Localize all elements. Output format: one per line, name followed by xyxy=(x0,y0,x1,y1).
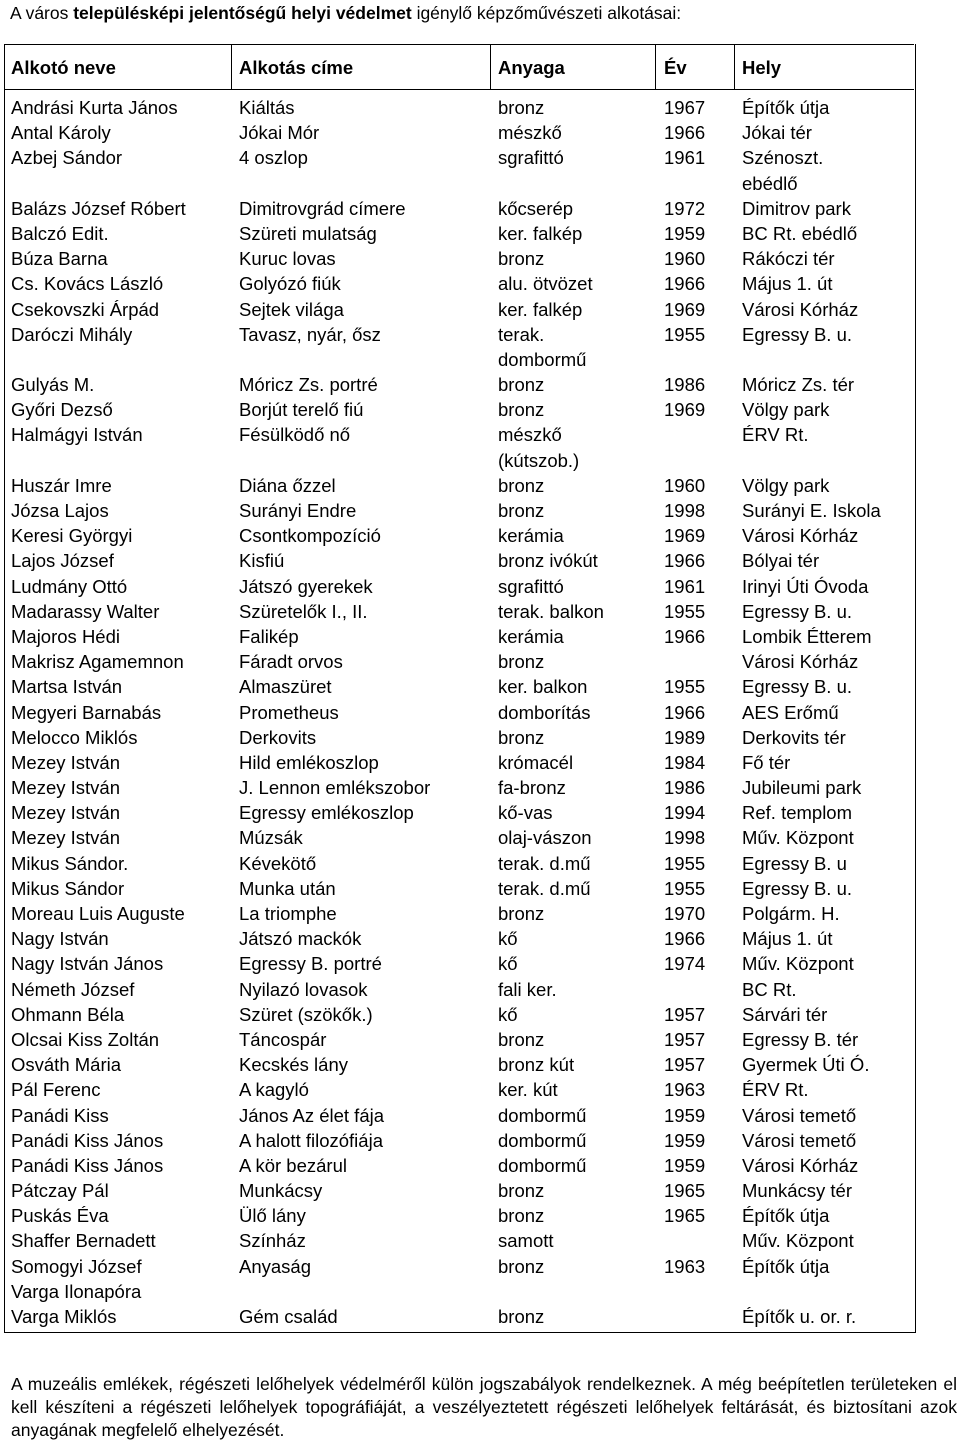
title-cell: Prometheus xyxy=(239,701,339,723)
artist-cell: Moreau Luis Auguste xyxy=(11,903,185,925)
material-cell: bronz xyxy=(498,1306,545,1328)
material-cell: fali ker. xyxy=(498,978,557,1000)
material-cell: sgrafittó xyxy=(498,575,564,597)
material-cell: terak. d.mű xyxy=(498,852,591,874)
location-cell: Dimitrov park xyxy=(742,197,851,219)
material-cell: olaj-vászon xyxy=(498,827,592,849)
location-cell: Városi Kórház xyxy=(742,525,859,547)
material-cell: bronz xyxy=(498,651,545,673)
year-cell: 1955 xyxy=(664,676,706,698)
table-row xyxy=(0,1128,960,1153)
table-row xyxy=(0,397,960,422)
title-cell: Játszó mackók xyxy=(239,928,362,950)
artist-cell: Balázs József Róbert xyxy=(11,197,186,219)
location-cell: ÉRV Rt. xyxy=(742,424,809,446)
material-cell: bronz ivókút xyxy=(498,550,598,572)
title-cell: Kisfiú xyxy=(239,550,285,572)
title-cell: Munkácsy xyxy=(239,1180,323,1202)
title-cell: Kuruc lovas xyxy=(239,248,336,270)
table-row xyxy=(0,1103,960,1128)
location-cell: Rákóczi tér xyxy=(742,248,835,270)
title-cell: Nyilazó lovasok xyxy=(239,978,368,1000)
table-row xyxy=(0,725,960,750)
table-row xyxy=(0,422,960,472)
year-cell: 1957 xyxy=(664,1003,706,1025)
artist-cell: Osváth Mária xyxy=(11,1054,122,1076)
year-cell: 1960 xyxy=(664,248,706,270)
title-cell: Almaszüret xyxy=(239,676,332,698)
artist-cell: Lajos József xyxy=(11,550,114,572)
table-row xyxy=(0,574,960,599)
material-cell: kő xyxy=(498,1003,518,1025)
title-cell: Derkovits xyxy=(239,726,317,748)
material-cell: dombormű xyxy=(498,348,587,370)
table-row xyxy=(0,246,960,271)
material-cell: bronz xyxy=(498,1028,545,1050)
title-cell: Golyózó fiúk xyxy=(239,273,341,295)
location-cell: Műv. Központ xyxy=(742,1230,854,1252)
artist-cell: Daróczi Mihály xyxy=(11,323,133,345)
table-row xyxy=(0,649,960,674)
material-cell: dombormű xyxy=(498,1129,587,1151)
location-cell: Lombik Étterem xyxy=(742,625,872,647)
material-cell: bronz xyxy=(498,726,545,748)
material-cell: kerámia xyxy=(498,525,564,547)
material-cell: bronz xyxy=(498,903,545,925)
year-cell: 1957 xyxy=(664,1028,706,1050)
material-cell: kő xyxy=(498,953,518,975)
artist-cell: Mezey István xyxy=(11,802,120,824)
location-cell: BC Rt. xyxy=(742,978,797,1000)
material-cell: sgrafittó xyxy=(498,147,564,169)
table-row xyxy=(0,498,960,523)
artist-cell: Mikus Sándor. xyxy=(11,852,129,874)
table-row xyxy=(0,825,960,850)
artist-cell: Ludmány Ottó xyxy=(11,575,128,597)
location-cell: Munkácsy tér xyxy=(742,1180,853,1202)
table-row xyxy=(0,1304,960,1329)
location-cell: Bólyai tér xyxy=(742,550,820,572)
title-cell: Fésülködő nő xyxy=(239,424,351,446)
table-row xyxy=(0,271,960,296)
title-cell: Kiáltás xyxy=(239,97,295,118)
title-cell: Kecskés lány xyxy=(239,1054,348,1076)
title-cell: Egressy B. portré xyxy=(239,953,382,975)
material-cell: bronz xyxy=(498,1205,545,1227)
year-cell: 1986 xyxy=(664,374,706,396)
location-cell: Május 1. út xyxy=(742,928,833,950)
table-row xyxy=(0,1203,960,1228)
material-cell: terak. d.mű xyxy=(498,877,591,899)
location-cell: Móricz Zs. tér xyxy=(742,374,855,396)
table-row xyxy=(0,322,960,372)
material-cell: ker. falkép xyxy=(498,222,583,244)
year-cell: 1969 xyxy=(664,298,706,320)
year-cell: 1955 xyxy=(664,852,706,874)
location-cell: Városi temető xyxy=(742,1129,857,1151)
title-cell: Surányi Endre xyxy=(239,500,357,522)
location-cell: AES Erőmű xyxy=(742,701,839,723)
year-cell: 1969 xyxy=(664,525,706,547)
artist-cell: Nagy István János xyxy=(11,953,164,975)
year-cell: 1966 xyxy=(664,273,706,295)
material-cell: kő-vas xyxy=(498,802,553,824)
artist-cell: Balczó Edit. xyxy=(11,222,109,244)
location-cell: Városi Kórház xyxy=(742,1154,859,1176)
location-cell: Szénoszt. xyxy=(742,147,824,169)
title-cell: Dimitrovgrád címere xyxy=(239,197,406,219)
title-cell: Sejtek világa xyxy=(239,298,344,320)
year-cell: 1966 xyxy=(664,928,706,950)
year-cell: 1998 xyxy=(664,827,706,849)
table-row xyxy=(0,523,960,548)
artist-cell: Keresi Györgyi xyxy=(11,525,133,547)
year-cell: 1966 xyxy=(664,550,706,572)
year-cell: 1955 xyxy=(664,323,706,345)
location-cell: ÉRV Rt. xyxy=(742,1079,809,1101)
location-cell: Építők útja xyxy=(742,1255,830,1277)
location-cell: Derkovits tér xyxy=(742,726,846,748)
table-row xyxy=(0,599,960,624)
artist-cell: Mezey István xyxy=(11,777,120,799)
header-location: Hely xyxy=(742,57,782,78)
material-cell: terak. xyxy=(498,323,545,345)
header-divider xyxy=(734,44,735,90)
table-row xyxy=(0,1027,960,1052)
title-cell: Anyaság xyxy=(239,1255,311,1277)
location-cell: Jubileumi park xyxy=(742,777,862,799)
table-row xyxy=(0,1153,960,1178)
year-cell: 1967 xyxy=(664,97,706,118)
artist-cell: Puskás Éva xyxy=(11,1205,109,1227)
year-cell: 1957 xyxy=(664,1054,706,1076)
year-cell: 1959 xyxy=(664,222,706,244)
title-cell: Diána őzzel xyxy=(239,474,336,496)
table-row xyxy=(0,876,960,901)
artist-cell: Panádi Kiss xyxy=(11,1104,109,1126)
year-cell: 1960 xyxy=(664,474,706,496)
location-cell: Polgárm. H. xyxy=(742,903,840,925)
title-cell: J. Lennon emlékszobor xyxy=(239,777,431,799)
location-cell: Műv. Központ xyxy=(742,953,854,975)
artist-cell: Varga Ilonapóra xyxy=(11,1280,142,1302)
year-cell: 1986 xyxy=(664,777,706,799)
table-row xyxy=(0,221,960,246)
location-cell: Sárvári tér xyxy=(742,1003,828,1025)
artist-cell: Józsa Lajos xyxy=(11,500,109,522)
table-row xyxy=(0,297,960,322)
title-cell: Játszó gyerekek xyxy=(239,575,373,597)
location-cell: Völgy park xyxy=(742,399,830,421)
material-cell: bronz xyxy=(498,399,545,421)
table-row xyxy=(0,548,960,573)
artist-cell: Melocco Miklós xyxy=(11,726,138,748)
material-cell: bronz xyxy=(498,248,545,270)
year-cell: 1970 xyxy=(664,903,706,925)
year-cell: 1959 xyxy=(664,1129,706,1151)
material-cell: bronz xyxy=(498,1180,545,1202)
header-divider xyxy=(490,44,491,90)
table-row xyxy=(0,750,960,775)
artist-cell: Olcsai Kiss Zoltán xyxy=(11,1028,160,1050)
title-cell: Ülő lány xyxy=(239,1205,306,1227)
artist-cell: Mikus Sándor xyxy=(11,877,125,899)
location-cell: Építők útja xyxy=(742,1205,830,1227)
table-row xyxy=(0,1279,960,1304)
location-cell: Városi temető xyxy=(742,1104,857,1126)
table-row xyxy=(0,1254,960,1279)
title-cell: Színház xyxy=(239,1230,306,1252)
artist-cell: Búza Barna xyxy=(11,248,108,270)
header-material: Anyaga xyxy=(498,57,565,78)
artist-cell: Shaffer Bernadett xyxy=(11,1230,156,1252)
location-cell: Fő tér xyxy=(742,751,791,773)
location-cell: Egressy B. u. xyxy=(742,877,853,899)
artist-cell: Huszár Imre xyxy=(11,474,112,496)
material-cell: ker. kút xyxy=(498,1079,558,1101)
table-row xyxy=(0,1077,960,1102)
table-row xyxy=(0,700,960,725)
material-cell: kerámia xyxy=(498,625,564,647)
year-cell: 1959 xyxy=(664,1154,706,1176)
table-row xyxy=(0,95,960,120)
material-cell: bronz xyxy=(498,97,545,118)
material-cell: bronz kút xyxy=(498,1054,575,1076)
title-cell: A kör bezárul xyxy=(239,1154,347,1176)
title-cell: Kévekötő xyxy=(239,852,317,874)
table-body xyxy=(0,95,960,1329)
location-cell: Május 1. út xyxy=(742,273,833,295)
year-cell: 1961 xyxy=(664,147,706,169)
artist-cell: Megyeri Barnabás xyxy=(11,701,162,723)
title-cell: Szüret (szökők.) xyxy=(239,1003,373,1025)
location-cell: BC Rt. ebédlő xyxy=(742,222,858,244)
artist-cell: Gulyás M. xyxy=(11,374,95,396)
year-cell: 1965 xyxy=(664,1180,706,1202)
artist-cell: Antal Károly xyxy=(11,122,111,144)
year-cell: 1959 xyxy=(664,1104,706,1126)
material-cell: bronz xyxy=(498,474,545,496)
title-cell: Csontkompozíció xyxy=(239,525,381,547)
table-row xyxy=(0,624,960,649)
material-cell: bronz xyxy=(498,1255,545,1277)
table-row xyxy=(0,120,960,145)
location-cell: Surányi E. Iskola xyxy=(742,500,881,522)
title-cell: János Az élet fája xyxy=(239,1104,385,1126)
material-cell: ker. balkon xyxy=(498,676,588,698)
year-cell: 1955 xyxy=(664,600,706,622)
table-row xyxy=(0,851,960,876)
title-cell: Hild emlékoszlop xyxy=(239,751,379,773)
artist-cell: Csekovszki Árpád xyxy=(11,298,160,320)
title-cell: 4 oszlop xyxy=(239,147,308,169)
title-cell: Gém család xyxy=(239,1306,338,1328)
title-cell: Jókai Mór xyxy=(239,122,320,144)
artist-cell: Halmágyi István xyxy=(11,424,143,446)
title-cell: Munka után xyxy=(239,877,336,899)
location-cell: Egressy B. u. xyxy=(742,600,853,622)
header-year: Év xyxy=(664,57,687,78)
title-cell: A kagyló xyxy=(239,1079,309,1101)
material-cell: ker. falkép xyxy=(498,298,583,320)
table-row xyxy=(0,1228,960,1253)
table-row xyxy=(0,1052,960,1077)
location-cell: ebédlő xyxy=(742,172,798,194)
title-cell: A halott filozófiája xyxy=(239,1129,383,1151)
footer-paragraph: A muzeális emlékek, régészeti lelőhelyek védelméről külön jogszabályok rendelkeznek. A még beépítetlen területeken el kell készíteni a régészeti lelőhelyek topográfiáját, a veszélyeztetett régészeti lelőhelyek feltárását, és biztosítani azok anyagának megfelelő elhelyezését. xyxy=(11,1374,957,1440)
table-row xyxy=(0,800,960,825)
year-cell: 1969 xyxy=(664,399,706,421)
artist-cell: Andrási Kurta János xyxy=(11,97,178,118)
artist-cell: Varga Miklós xyxy=(11,1306,117,1328)
year-cell: 1966 xyxy=(664,122,706,144)
header-artist: Alkotó neve xyxy=(11,57,116,78)
year-cell: 1998 xyxy=(664,500,706,522)
material-cell: mészkő xyxy=(498,424,562,446)
artist-cell: Majoros Hédi xyxy=(11,625,120,647)
title-cell: Falikép xyxy=(239,625,299,647)
artist-cell: Panádi Kiss János xyxy=(11,1129,164,1151)
year-cell: 1966 xyxy=(664,701,706,723)
artist-cell: Azbej Sándor xyxy=(11,147,123,169)
material-cell: alu. ötvözet xyxy=(498,273,593,295)
location-cell: Völgy park xyxy=(742,474,830,496)
artist-cell: Mezey István xyxy=(11,751,120,773)
title-cell: Egressy emlékoszlop xyxy=(239,802,414,824)
material-cell: kőcserép xyxy=(498,197,574,219)
year-cell: 1965 xyxy=(664,1205,706,1227)
material-cell: dombormű xyxy=(498,1154,587,1176)
heading-prefix: A város xyxy=(10,3,74,23)
location-cell: Egressy B. tér xyxy=(742,1028,859,1050)
year-cell: 1972 xyxy=(664,197,706,219)
material-cell: kő xyxy=(498,928,518,950)
artist-cell: Pátczay Pál xyxy=(11,1180,109,1202)
location-cell: Egressy B. u. xyxy=(742,676,853,698)
location-cell: Egressy B. u xyxy=(742,852,847,874)
artist-cell: Németh József xyxy=(11,978,135,1000)
table-row xyxy=(0,196,960,221)
table-row xyxy=(0,926,960,951)
year-cell: 1974 xyxy=(664,953,706,975)
year-cell: 1961 xyxy=(664,575,706,597)
material-cell: mészkő xyxy=(498,122,562,144)
table-row xyxy=(0,901,960,926)
material-cell: krómacél xyxy=(498,751,574,773)
location-cell: Irinyi Úti Óvoda xyxy=(742,575,869,597)
artist-cell: Ohmann Béla xyxy=(11,1003,125,1025)
title-cell: La triomphe xyxy=(239,903,337,925)
location-cell: Építők útja xyxy=(742,97,830,118)
table-header-row xyxy=(4,44,914,90)
table-row xyxy=(0,977,960,1002)
material-cell: terak. balkon xyxy=(498,600,604,622)
material-cell: (kútszob.) xyxy=(498,449,580,471)
title-cell: Móricz Zs. portré xyxy=(239,374,378,396)
heading-bold-text: településképi jelentőségű helyi védelmet xyxy=(73,3,412,23)
year-cell: 1963 xyxy=(664,1255,706,1277)
header-title: Alkotás címe xyxy=(239,57,354,78)
title-cell: Borjút terelő fiú xyxy=(239,399,364,421)
table-row xyxy=(0,372,960,397)
artist-cell: Mezey István xyxy=(11,827,120,849)
location-cell: Egressy B. u. xyxy=(742,323,853,345)
location-cell: Városi Kórház xyxy=(742,651,859,673)
artist-cell: Makrisz Agamemnon xyxy=(11,651,184,673)
title-cell: Múzsák xyxy=(239,827,303,849)
material-cell: dombormű xyxy=(498,1104,587,1126)
material-cell: bronz xyxy=(498,374,545,396)
material-cell: samott xyxy=(498,1230,554,1252)
location-cell: Műv. Központ xyxy=(742,827,854,849)
artist-cell: Somogyi József xyxy=(11,1255,142,1277)
table-row xyxy=(0,951,960,976)
year-cell: 1955 xyxy=(664,877,706,899)
table-row xyxy=(0,674,960,699)
title-cell: Tavasz, nyár, ősz xyxy=(239,323,381,345)
title-cell: Szüretelők I., II. xyxy=(239,600,368,622)
table-row xyxy=(0,145,960,195)
year-cell: 1963 xyxy=(664,1079,706,1101)
table-row xyxy=(0,775,960,800)
title-cell: Táncospár xyxy=(239,1028,327,1050)
header-divider xyxy=(655,44,656,90)
artist-cell: Cs. Kovács László xyxy=(11,273,164,295)
table-row xyxy=(0,1002,960,1027)
material-cell: bronz xyxy=(498,500,545,522)
page-heading xyxy=(10,3,950,23)
header-divider xyxy=(231,44,232,90)
location-cell: Építők u. or. r. xyxy=(742,1306,857,1328)
location-cell: Városi Kórház xyxy=(742,298,859,320)
table-row xyxy=(0,473,960,498)
artist-cell: Madarassy Walter xyxy=(11,600,160,622)
year-cell: 1989 xyxy=(664,726,706,748)
table-row xyxy=(0,1178,960,1203)
year-cell: 1966 xyxy=(664,625,706,647)
heading-suffix: igénylő képzőművészeti alkotásai: xyxy=(411,3,682,23)
artist-cell: Panádi Kiss János xyxy=(11,1154,164,1176)
location-cell: Jókai tér xyxy=(742,122,812,144)
material-cell: domborítás xyxy=(498,701,591,723)
location-cell: Gyermek Úti Ó. xyxy=(742,1054,870,1076)
artist-cell: Nagy István xyxy=(11,928,109,950)
artist-cell: Martsa István xyxy=(11,676,123,698)
title-cell: Fáradt orvos xyxy=(239,651,343,673)
year-cell: 1994 xyxy=(664,802,706,824)
artist-cell: Pál Ferenc xyxy=(11,1079,101,1101)
material-cell: fa-bronz xyxy=(498,777,566,799)
year-cell: 1984 xyxy=(664,751,706,773)
location-cell: Ref. templom xyxy=(742,802,853,824)
title-cell: Szüreti mulatság xyxy=(239,222,377,244)
artist-cell: Győri Dezső xyxy=(11,399,113,421)
